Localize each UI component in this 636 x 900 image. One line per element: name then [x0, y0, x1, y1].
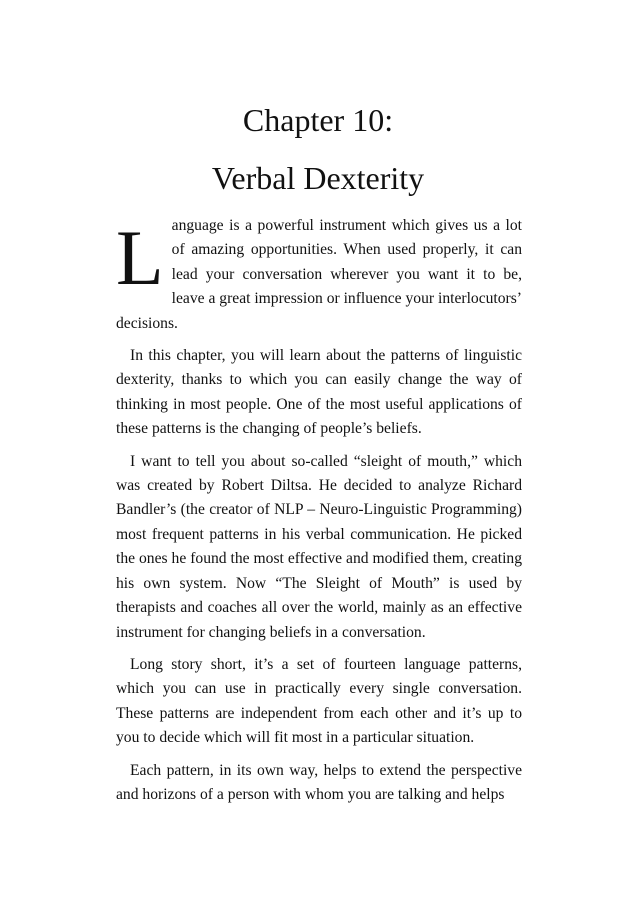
chapter-number-heading: Chapter 10: — [242, 102, 394, 138]
drop-cap-letter: L — [116, 214, 164, 301]
opening-paragraph — [116, 214, 522, 336]
body-paragraph: In this chapter, you will learn about the patterns of linguistic dexterity, thanks to which you can easily change the way of thinking in most people. One of the most useful applications of these patterns is the changing of people’s beliefs. — [116, 347, 522, 438]
chapter-title-heading: Verbal Dexterity — [211, 160, 425, 196]
chapter-body — [116, 214, 522, 815]
opening-paragraph-text: anguage is a powerful instrument which gives us a lot of amazing opportunities. When used properly, it can lead your conversation wherever you want it to be, leave a great impression or influence your interlocutors’ decisions. — [116, 217, 522, 332]
body-paragraph: I want to tell you about so-called “sleight of mouth,” which was created by Robert Diltsa. He decided to analyze Richard Bandler’s (the creator of NLP – Neuro-Linguistic Programming) most frequent patterns in his verbal communication. He picked the ones he found the most effective and modified them, creating his own system. Now “The Sleight of Mouth” is used by therapists and coaches all over the world, mainly as an effective instrument for changing beliefs in a conversation. — [116, 452, 522, 641]
body-paragraph: Long story short, it’s a set of fourteen language patterns, which you can use in practically every single conversation. These patterns are independent from each other and it’s up to you to decide which will fit most in a particular situation. — [116, 655, 522, 747]
body-paragraph: Each pattern, in its own way, helps to extend the perspective and horizons of a person with whom you are talking and helps — [116, 761, 522, 803]
